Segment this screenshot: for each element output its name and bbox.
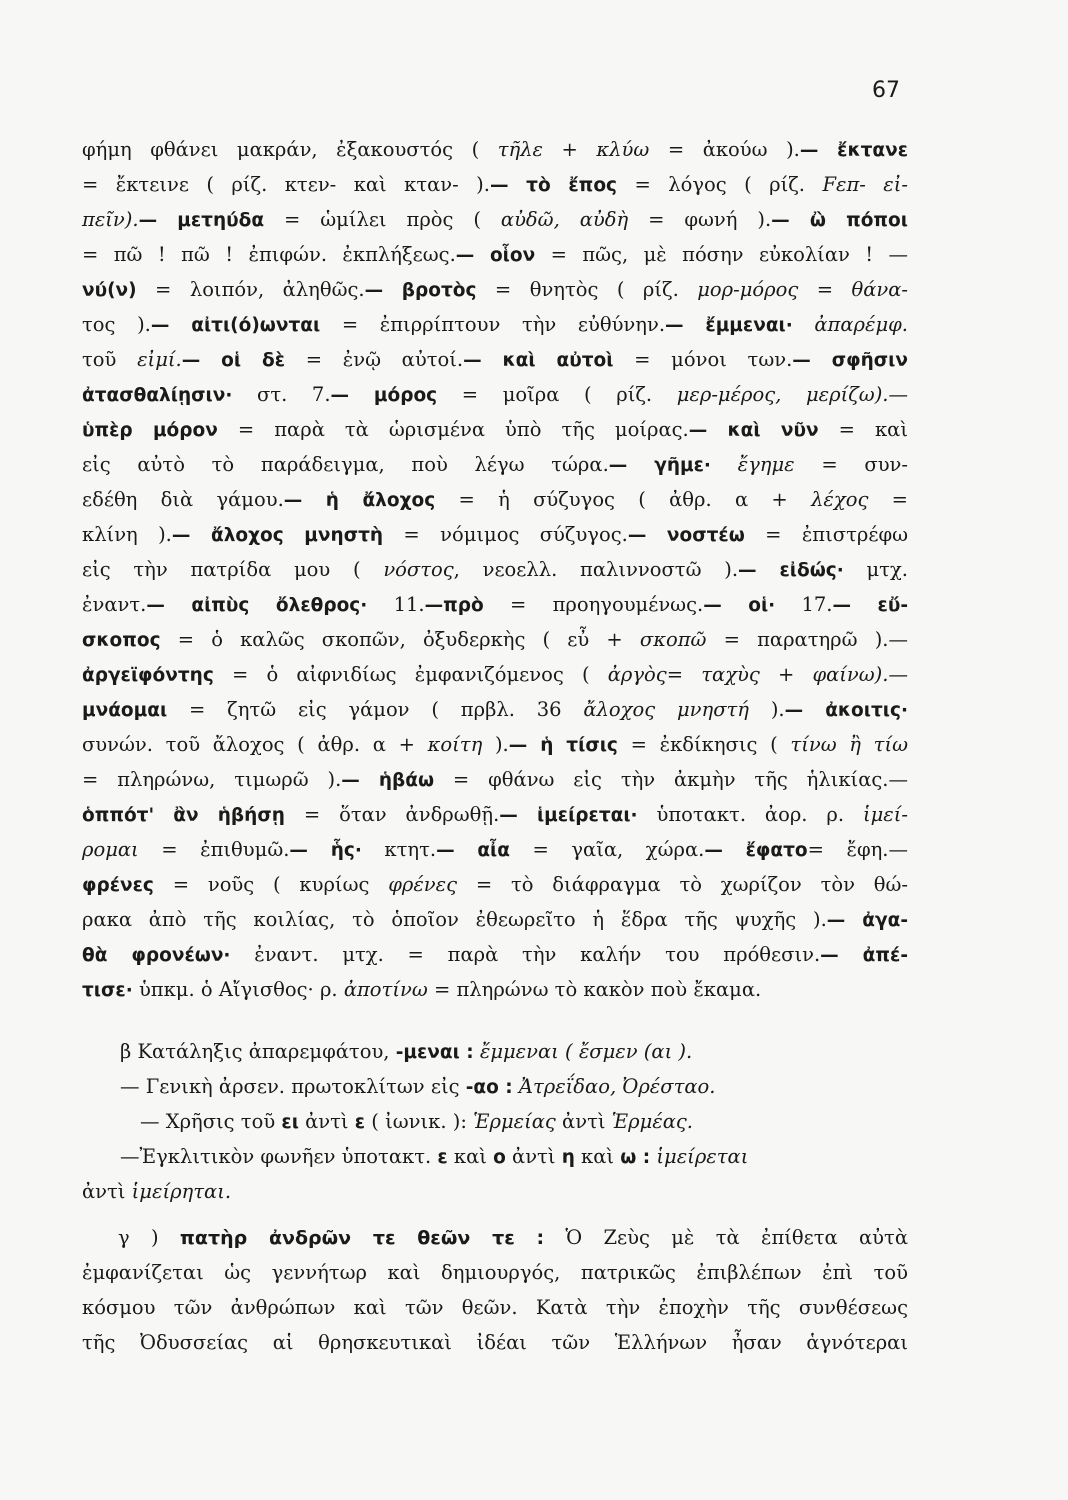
text-run: = ἔκτεινε ( ρίζ. κτεν- καὶ κταν- ). (82, 173, 490, 196)
text-line (82, 657, 908, 692)
text-run: ). (482, 733, 509, 756)
text-run: = λόγος ( ρίζ. (617, 173, 823, 196)
text-line (82, 972, 908, 1007)
text-run: = (868, 488, 908, 511)
italic-term: σκοπῶ (639, 628, 707, 651)
headword: — ἔκτανε (799, 140, 909, 161)
text-line (82, 867, 908, 902)
text-line (82, 622, 908, 657)
text-run: ἐναντ. (82, 593, 147, 616)
text-run: = μόνοι των. (613, 348, 793, 371)
headword: — ἡ ἄλοχος (283, 490, 436, 511)
headword: μνάομαι (82, 700, 168, 721)
text-run: = ἀκούω ). (649, 138, 800, 161)
italic-term: μερ-μέρος, μερίζω). (676, 383, 889, 406)
italic-term: τῆλε + κλύω (497, 138, 650, 161)
text-run: = ὡμίλει πρὸς ( (264, 208, 501, 231)
text-run: = ἡ σύζυγος ( ἀθρ. α + (435, 488, 812, 511)
text-line (82, 272, 908, 307)
text-run: = γαῖα, χώρα. (509, 838, 705, 861)
text-run: ρακα ἀπὸ τῆς κοιλίας, τὸ ὁποῖον ἐθεωρεῖτο ἡ ἕδρα τῆς ψυχῆς ). (82, 908, 827, 931)
text-run: — (888, 663, 908, 686)
text-line (82, 1034, 908, 1069)
text-run: , νεοελλ. παλιννοστῶ ). (453, 558, 739, 581)
headword: — αἰτι(ό)ωνται (150, 315, 321, 336)
section-gamma-paragraph (82, 1220, 908, 1360)
text-line (82, 1220, 908, 1255)
italic-term: νόστος (383, 558, 454, 581)
text-run: = ὁ αἰφνιδίως ἐμφανιζόμενος ( (213, 663, 608, 686)
text-run: κτητ. (361, 838, 437, 861)
text-run: φήμη φθάνει μακράν, ἐξακουστός ( (82, 138, 498, 161)
text-line (82, 587, 908, 622)
headword: ε (437, 1147, 448, 1168)
text-line (82, 1255, 908, 1290)
text-run: 11. (367, 593, 425, 616)
headword: — σφῆσιν (792, 350, 908, 371)
text-line (82, 832, 908, 867)
text-run: = θνητὸς ( ρίζ. (476, 278, 698, 301)
headword: φρένες (82, 875, 154, 896)
headword: — τὸ ἔπος (490, 175, 617, 196)
text-run (793, 313, 815, 336)
headword: θὰ φρονέων· (82, 945, 231, 966)
headword: — βροτὸς (364, 280, 477, 301)
italic-term: κοίτη (427, 733, 483, 756)
text-line (82, 307, 908, 342)
text-run: ἐμφανίζεται ὡς γεννήτωρ καὶ δημιουργός, πατρικῶς ἐπιβλέπων ἐπὶ τοῦ (82, 1261, 908, 1284)
text-line (82, 552, 908, 587)
text-run: — (888, 838, 908, 861)
headword: — γῆμε· (608, 455, 711, 476)
text-run: β Κατάληξις ἀπαρεμφάτου, (120, 1040, 396, 1063)
headword: — ὢ πόποι (771, 210, 908, 231)
text-run: = μοῖρα ( ρίζ. (437, 383, 677, 406)
italic-term: ἔγημε (737, 453, 795, 476)
italic-term: Ἑρμείας (473, 1110, 556, 1133)
text-line (82, 797, 908, 832)
text-run: = παρατηρῶ ). (706, 628, 889, 651)
text-run: — Γενικὴ ἀρσεν. πρωτοκλίτων εἰς (120, 1075, 466, 1098)
italic-term: Ἀτρεΐδαο, Ὀρέσταο. (518, 1075, 716, 1098)
text-run: κόσμου τῶν ἀνθρώπων καὶ τῶν θεῶν. Κατὰ τὴν ἐποχὴν τῆς συνθέσεως (82, 1296, 908, 1319)
text-run: = νοῦς ( κυρίως (153, 873, 389, 896)
headword: — μετηύδα (138, 210, 265, 231)
italic-term: ἱμεί- (862, 803, 909, 826)
headword: — αἶα (436, 840, 510, 861)
text-run: — (888, 768, 908, 791)
italic-term: εἰμί. (137, 348, 182, 371)
text-run: εἰς αὐτὸ τὸ παράδειγμα, ποὺ λέγω τώρα. (82, 453, 609, 476)
text-run: = ἐπιθυμῶ. (138, 838, 290, 861)
headword: ει (281, 1112, 299, 1133)
text-line (82, 377, 908, 412)
text-line (82, 412, 908, 447)
headword: —πρὸ (424, 595, 484, 616)
text-run: τος ). (82, 313, 151, 336)
text-line (82, 482, 908, 517)
italic-term: ἄλοχος μνηστή (583, 698, 749, 721)
text-line (82, 342, 908, 377)
text-run: — Χρῆσις τοῦ (140, 1110, 282, 1133)
headword: — ἡβάω (341, 770, 435, 791)
headword: — νοστέω (627, 525, 745, 546)
italic-term: αὐδῶ, αὐδὴ (500, 208, 629, 231)
text-run: = παρὰ τὰ ὡρισμένα ὑπὸ τῆς μοίρας. (217, 418, 689, 441)
text-run: Ὁ Ζεὺς μὲ τὰ ἐπίθετα αὐτὰ (544, 1226, 908, 1249)
text-run: = ἐκδίκησις ( (617, 733, 791, 756)
glossary-paragraph (82, 132, 908, 1007)
text-run: = ἐπιστρέφω (744, 523, 908, 546)
headword: — μόρος (330, 385, 438, 406)
text-line (82, 1139, 908, 1174)
text-run (711, 453, 738, 476)
text-run: — (888, 383, 909, 406)
text-run: —Ἐγκλιτικὸν φωνῆεν ὑποτακτ. (120, 1145, 438, 1168)
text-run: ( ἰωνικ. ): (365, 1110, 474, 1133)
text-run: = ἔφη. (807, 838, 889, 861)
text-run: ὑπκμ. ὁ Αἴγισθος· ρ. (132, 978, 344, 1001)
text-run: = πληρώνω τὸ κακὸν ποὺ ἔκαμα. (427, 978, 762, 1001)
text-run: στ. 7. (232, 383, 331, 406)
text-run: = ἐνῷ αὐτοί. (285, 348, 464, 371)
text-line (82, 902, 908, 937)
headword: — ἔφατο (704, 840, 808, 861)
text-run: κλίνη ). (82, 523, 172, 546)
text-run: = πῶ ! πῶ ! ἐπιφών. ἐκπλήξεως. (82, 243, 456, 266)
headword: νύ(ν) (82, 280, 137, 301)
page-number: 67 (872, 78, 900, 103)
headword: ε (354, 1112, 366, 1133)
text-line (82, 692, 908, 727)
italic-term: ἀργὸς= ταχὺς + φαίνω). (607, 663, 889, 686)
italic-term: μορ-μόρος = θάνα- (697, 278, 908, 301)
text-run: = καὶ (818, 418, 908, 441)
headword: ο (493, 1147, 506, 1168)
italic-term: Fεπ- εἰ- (822, 173, 909, 196)
text-run: = νόμιμος σύζυγος. (383, 523, 628, 546)
text-run: ἀντὶ (505, 1145, 562, 1168)
text-run: = πληρώνω, τιμωρῶ ). (82, 768, 342, 791)
headword: τισε· (82, 980, 133, 1001)
italic-term: λέχος (811, 488, 869, 511)
headword: ω : (620, 1147, 651, 1168)
text-run: τῆς Ὀδυσσείας αἱ θρησκευτικαὶ ἰδέαι τῶν Ἑλλήνων ἦσαν ἁγνότεραι (82, 1331, 908, 1354)
text-run: = προηγουμένως. (483, 593, 704, 616)
text-run: ἐναντ. μτχ. = παρὰ τὴν καλήν του πρόθεσιν. (230, 943, 821, 966)
text-run: ἀντὶ (555, 1110, 612, 1133)
headword: — ἔμμεναι· (665, 315, 793, 336)
text-run: = ζητῶ εἰς γάμον ( πρβλ. 36 (167, 698, 584, 721)
text-run: μτχ. (843, 558, 908, 581)
headword: — οἷον (455, 245, 536, 266)
text-line (82, 1104, 908, 1139)
headword: — καὶ αὐτοὶ (463, 350, 614, 371)
headword: σκοπος (82, 630, 161, 651)
headword: ἀτασθαλίῃσιν· (82, 385, 233, 406)
headword: — εὔ- (832, 595, 909, 616)
headword: — καὶ νῦν (688, 420, 819, 441)
text-run: ἀντὶ (298, 1110, 355, 1133)
headword: — εἰδώς· (738, 560, 844, 581)
text-run: συνών. τοῦ ἄλοχος ( ἀθρ. α + (82, 733, 428, 756)
italic-term: πεῖν). (82, 208, 139, 231)
text-line (82, 1325, 908, 1360)
text-line (82, 517, 908, 552)
headword: ὑπὲρ μόρον (82, 420, 218, 441)
text-run: εδέθη διὰ γάμου. (82, 488, 284, 511)
headword: — αἰπὺς ὄλεθρος· (146, 595, 368, 616)
text-line (82, 1174, 908, 1209)
headword: ἀργεϊφόντης (82, 665, 214, 686)
morphology-notes (82, 1034, 908, 1209)
headword: -μεναι : (395, 1042, 474, 1063)
text-run: = ὁ καλῶς σκοπῶν, ὀξυδερκὴς ( εὖ + (160, 628, 640, 651)
text-run: ὑποτακτ. ἀορ. ρ. (637, 803, 863, 826)
headword: — ἡ τίσις (508, 735, 618, 756)
headword: — ἄλοχος μνηστὴ (171, 525, 384, 546)
italic-term: ρομαι (82, 838, 139, 861)
text-line (82, 237, 908, 272)
headword: ὁππότ' ἂν ἡβήσῃ (82, 805, 285, 826)
text-run: = ὅταν ἀνδρωθῇ. (284, 803, 500, 826)
text-run: = πῶς, μὲ πόσην εὐκολίαν ! — (535, 243, 909, 266)
text-run: = ἐπιρρίπτουν τὴν εὐθύνην. (320, 313, 666, 336)
text-run: = λοιπόν, ἀληθῶς. (136, 278, 365, 301)
text-run: καὶ (574, 1145, 621, 1168)
headword: — ἀκοιτις· (784, 700, 908, 721)
italic-term: ἔμμεναι ( ἔσμεν (αι ). (479, 1040, 693, 1063)
headword: — ἀγα- (826, 910, 908, 931)
headword: — οἱ· (703, 595, 776, 616)
italic-term: Ἑρμέας. (611, 1110, 693, 1133)
text-run: = συν- (794, 453, 908, 476)
headword: πατὴρ ἀνδρῶν τε θεῶν τε : (179, 1227, 545, 1249)
text-run: = φθάνω εἰς τὴν ἀκμὴν τῆς ἡλικίας. (434, 768, 889, 791)
headword: — οἱ δὲ (181, 350, 286, 371)
italic-term: ἱμείρεται (656, 1145, 749, 1168)
text-run: τοῦ (82, 348, 138, 371)
italic-term: φρένες (388, 873, 458, 896)
text-line (82, 762, 908, 797)
italic-term: ἱμείρηται. (131, 1180, 232, 1203)
text-run: γ ) (118, 1226, 180, 1249)
text-line (82, 1290, 908, 1325)
text-line (82, 202, 908, 237)
text-run: εἰς τὴν πατρίδα μου ( (82, 558, 384, 581)
headword: -αο : (465, 1077, 513, 1098)
text-line (82, 447, 908, 482)
text-line (82, 132, 908, 167)
italic-term: ἀποτίνω (343, 978, 428, 1001)
text-line (82, 727, 908, 762)
text-run: ). (748, 698, 785, 721)
text-run: = τὸ διάφραγμα τὸ χωρίζον τὸν θώ- (457, 873, 908, 896)
italic-term: τίνω ἢ τίω (790, 733, 908, 756)
text-line (82, 937, 908, 972)
headword: — ἀπέ- (820, 945, 908, 966)
text-run: = φωνή ). (628, 208, 772, 231)
text-run: ἀντὶ (82, 1180, 132, 1203)
italic-term: ἀπαρέμφ. (814, 313, 908, 336)
headword: — ἱμείρεται· (499, 805, 638, 826)
headword: η (561, 1147, 575, 1168)
text-run: καὶ (447, 1145, 494, 1168)
headword: — ἧς· (289, 840, 362, 861)
text-run: — (888, 628, 908, 651)
text-run: 17. (775, 593, 833, 616)
text-line (82, 167, 908, 202)
text-line (82, 1069, 908, 1104)
